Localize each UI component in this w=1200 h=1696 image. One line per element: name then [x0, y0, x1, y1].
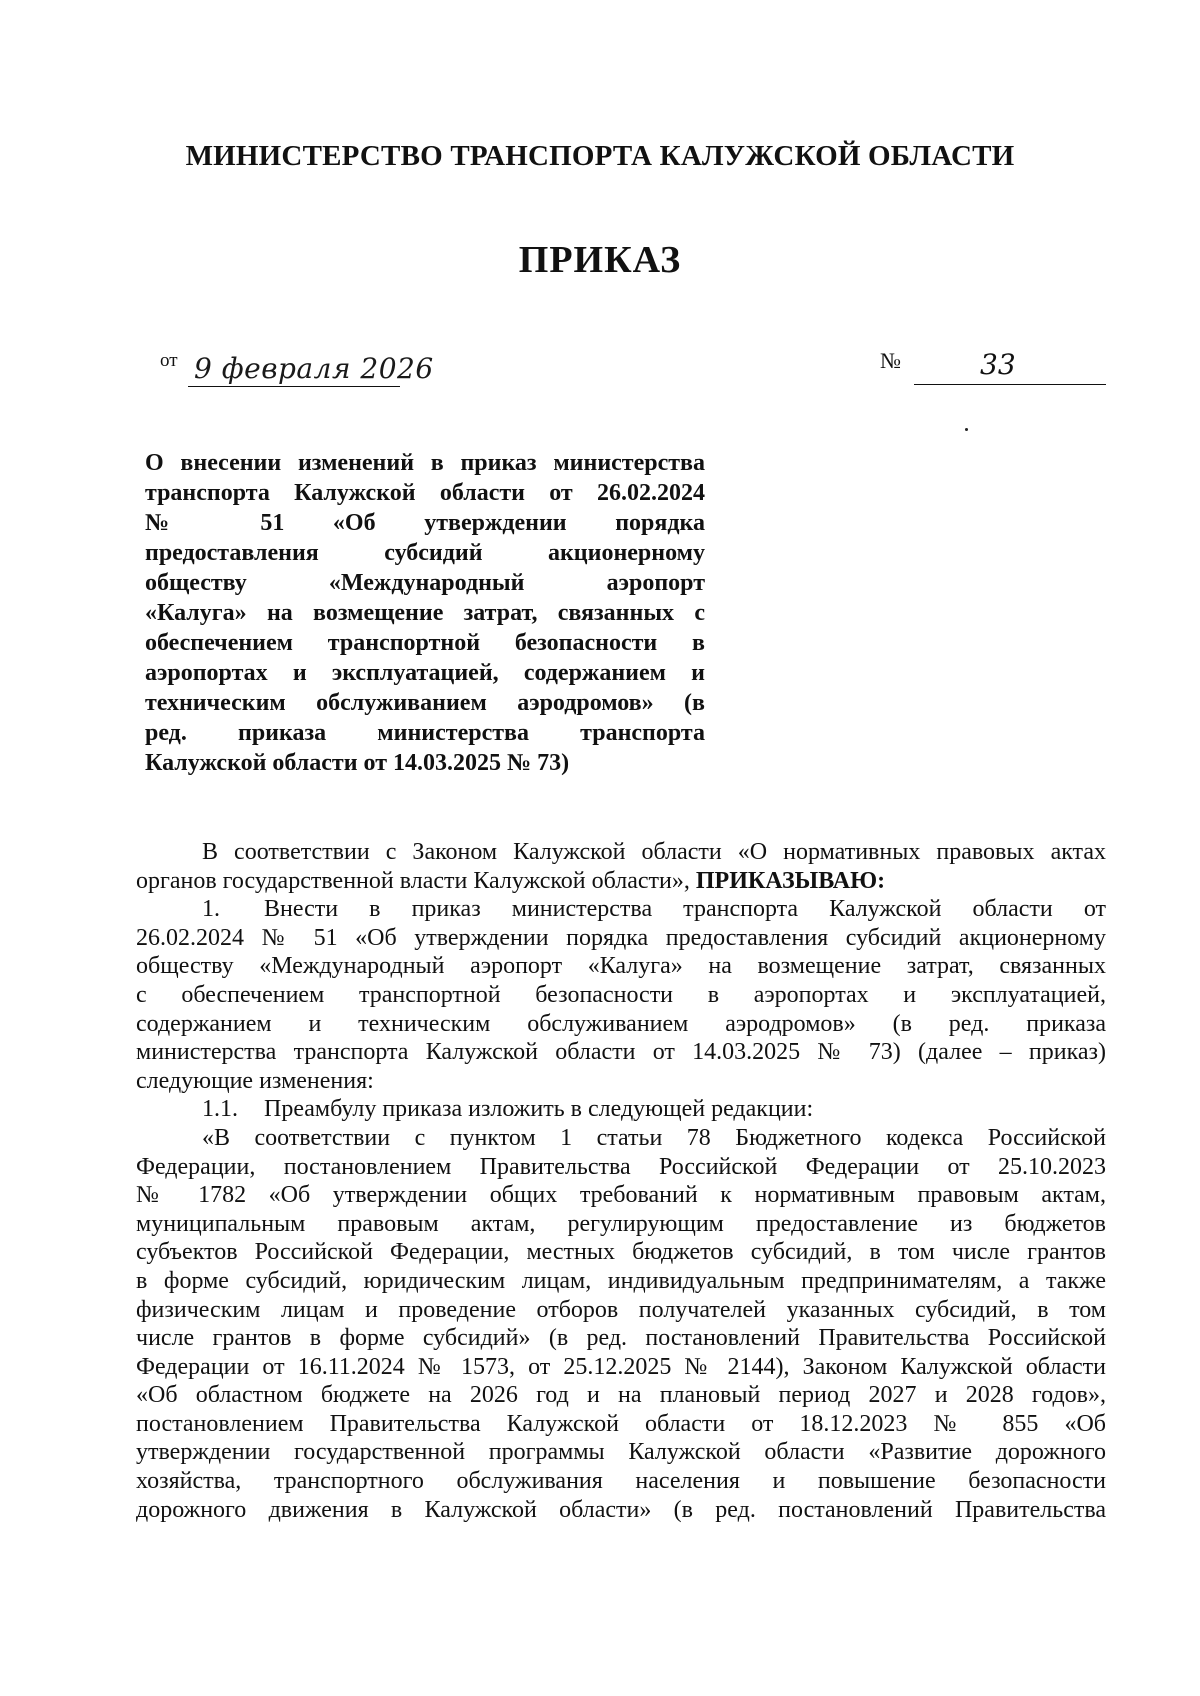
item-1-text: Внести в приказ министерства транспорта Калужской области от	[264, 896, 1106, 923]
quote-line: в форме субсидий, юридическим лицам, индивидуальным предпринимателям, а также	[136, 1267, 1106, 1294]
subject-line: аэропортах и эксплуатацией, содержанием и	[145, 660, 705, 686]
item-1-line: содержанием и техническим обслуживанием аэродромов» (в ред. приказа	[136, 1010, 1106, 1037]
quote-line: физическим лицам и проведение отборов получателей указанных субсидий, в том	[136, 1296, 1106, 1323]
intro-line: В соответствии с Законом Калужской области «О нормативных правовых актах	[202, 839, 1106, 865]
order-keyword: ПРИКАЗЫВАЮ:	[695, 867, 886, 894]
date-prefix: от	[160, 350, 178, 371]
quote-line: № 1782 «Об утверждении общих требований к нормативным правовым актам,	[136, 1182, 1106, 1209]
quote-line: постановлением Правительства Калужской области от 18.12.2023 № 855 «Об	[136, 1410, 1106, 1437]
handwritten-number: 33	[980, 348, 1016, 381]
item-1-1-number: 1.1.	[202, 1096, 238, 1123]
subject-line: «Калуга» на возмещение затрат, связанных с	[145, 600, 705, 626]
intro-line	[136, 867, 1106, 896]
subject-line: обеспечением транспортной безопасности в	[145, 630, 705, 656]
subject-line: № 51 «Об утверждении порядка	[145, 510, 705, 536]
ink-dot	[965, 428, 968, 431]
handwritten-date: 9 февраля 2026	[194, 352, 434, 385]
number-sign: №	[880, 348, 901, 373]
subject-line: предоставления субсидий акционерному	[145, 540, 705, 566]
item-1-1-line	[136, 1095, 1106, 1124]
subject-line: О внесении изменений в приказ министерства	[145, 450, 705, 476]
quote-line: «Об областном бюджете на 2026 год и на плановый период 2027 и 2028 годов»,	[136, 1382, 1106, 1409]
number-underline	[914, 384, 1106, 385]
intro-text: органов государственной власти Калужской области»,	[136, 867, 690, 894]
item-1-line: министерства транспорта Калужской области от 14.03.2025 № 73) (далее – приказ)	[136, 1039, 1106, 1066]
item-1-line: 26.02.2024 № 51 «Об утверждении порядка предоставления субсидий акционерному	[136, 924, 1106, 951]
subject-line: техническим обслуживанием аэродромов» (в	[145, 690, 705, 716]
item-1-number: 1.	[202, 896, 220, 923]
subject-line: ред. приказа министерства транспорта	[145, 720, 705, 746]
quote-line: Федерации, постановлением Правительства Российской Федерации от 25.10.2023	[136, 1153, 1106, 1180]
subject-line: транспорта Калужской области от 26.02.2024	[145, 480, 705, 506]
quote-line: хозяйства, транспортного обслуживания населения и повышение безопасности	[136, 1468, 1106, 1495]
quote-line: утверждении государственной программы Калужской области «Развитие дорожного	[136, 1439, 1106, 1466]
quote-line: числе грантов в форме субсидий» (в ред. постановлений Правительства Российской	[136, 1325, 1106, 1352]
item-1-line	[136, 895, 1106, 924]
quote-line: Федерации от 16.11.2024 № 1573, от 25.12.2025 № 2144), Законом Калужской области	[136, 1353, 1106, 1380]
number-field	[880, 346, 1110, 386]
item-1-line: обществу «Международный аэропорт «Калуга» на возмещение затрат, связанных	[136, 953, 1106, 980]
ministry-title: МИНИСТЕРСТВО ТРАНСПОРТА КАЛУЖСКОЙ ОБЛАСТИ	[185, 140, 1015, 172]
subject-line: обществу «Международный аэропорт	[145, 570, 705, 596]
document-body	[136, 838, 1106, 1524]
item-1-line: с обеспечением транспортной безопасности в аэропортах и эксплуатацией,	[136, 981, 1106, 1008]
quote-line: субъектов Российской Федерации, местных бюджетов субсидий, в том числе грантов	[136, 1239, 1106, 1266]
subject-block	[145, 448, 705, 778]
item-1-1-text: Преамбулу приказа изложить в следующей редакции:	[264, 1096, 814, 1123]
subject-line: Калужской области от 14.03.2025 № 73)	[145, 750, 570, 776]
quote-line: дорожного движения в Калужской области» (в ред. постановлений Правительства	[136, 1496, 1106, 1523]
item-1-line: следующие изменения:	[136, 1067, 374, 1094]
quote-line: муниципальным правовым актам, регулирующим предоставление из бюджетов	[136, 1210, 1106, 1237]
date-underline	[188, 386, 400, 387]
quote-line: «В соответствии с пунктом 1 статьи 78 Бюджетного кодекса Российской	[202, 1124, 1106, 1151]
document-type-title: ПРИКАЗ	[518, 239, 682, 281]
